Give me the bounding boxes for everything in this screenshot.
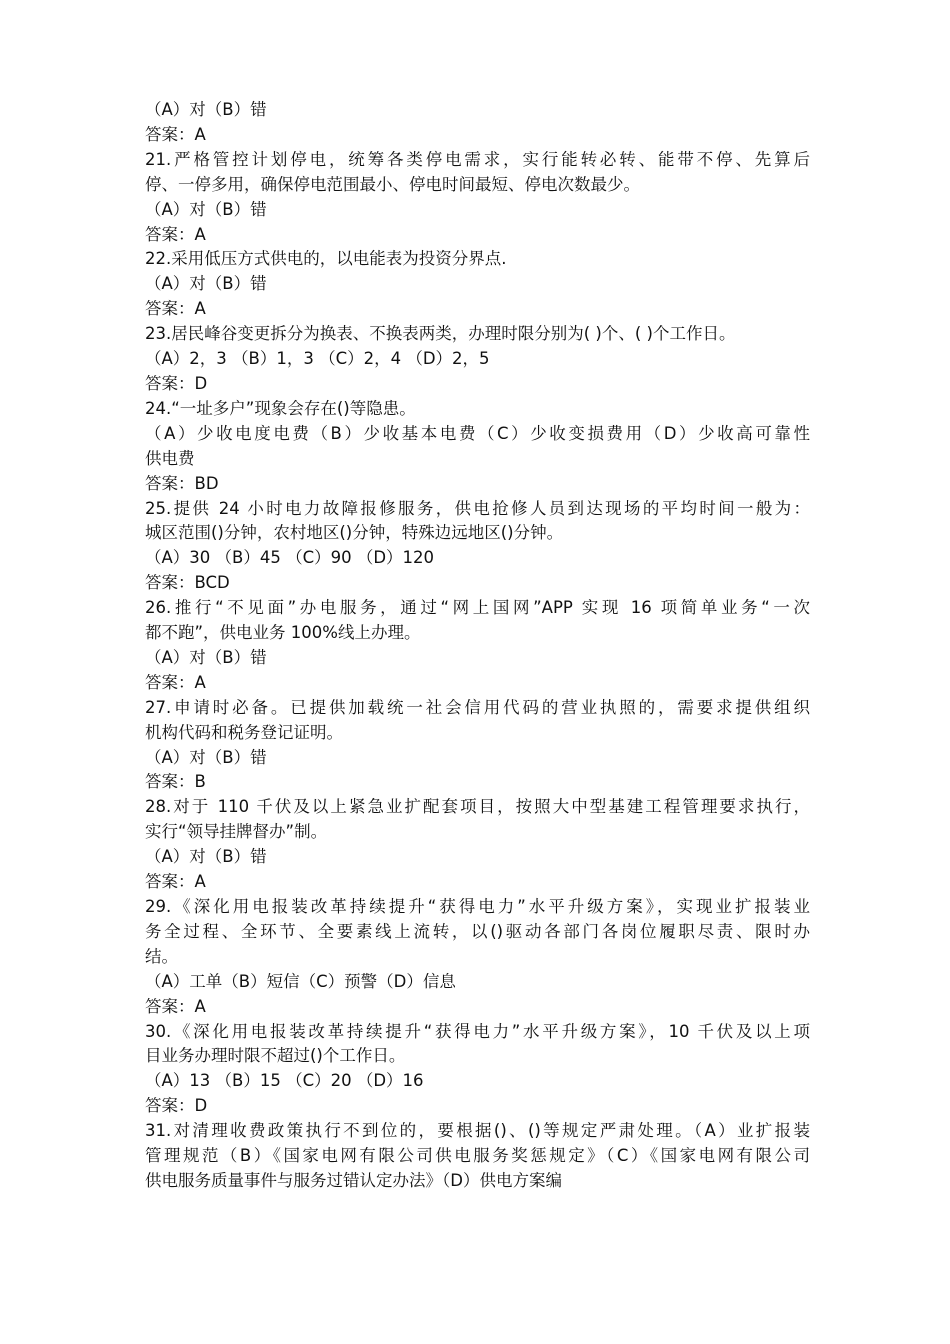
question-25-cont: 城区范围()分钟，农村地区()分钟，特殊边远地区()分钟。: [145, 523, 564, 543]
question-26: 26.推行“不见面”办电服务，通过“网上国网”APP 实现 16 项简单业务“一次: [145, 598, 810, 618]
question-24: 24.“一址多户”现象会存在()等隐患。: [145, 398, 416, 418]
question-28: 28.对于 110 千伏及以上紧急业扩配套项目，按照大中型基建工程管理要求执行，: [145, 797, 810, 817]
question-31-cont: 管理规范（B）《国家电网有限公司供电服务奖惩规定》（C）《国家电网有限公司: [145, 1146, 810, 1166]
answer-27: 答案：B: [145, 772, 206, 792]
options-24-cont: 供电费: [145, 448, 195, 468]
document-page: [145, 98, 810, 1194]
question-30: 30.《深化用电报装改革持续提升“获得电力”水平升级方案》，10 千伏及以上项: [145, 1021, 810, 1041]
text-line: （A）对（B）错: [145, 100, 267, 119]
options-24: （A）少收电度电费（B）少收基本电费（C）少收变损费用（D）少收高可靠性: [145, 423, 810, 443]
question-22: 22.采用低压方式供电的，以电能表为投资分界点.: [145, 249, 507, 269]
options-29: （A）工单（B）短信（C）预警（D）信息: [145, 971, 456, 991]
options-22: （A）对（B）错: [145, 274, 267, 294]
question-28-cont: 实行“领导挂牌督办”制。: [145, 822, 328, 842]
answer-25: 答案：BCD: [145, 573, 230, 593]
options-25: （A）30 （B）45 （C）90 （D）120: [145, 548, 435, 568]
options-21: （A）对（B）错: [145, 199, 267, 219]
answer-30: 答案：D: [145, 1096, 208, 1116]
answer-23: 答案：D: [145, 373, 208, 393]
options-23: （A）2，3 （B）1，3 （C）2，4 （D）2，5: [145, 349, 490, 369]
question-21-cont: 停、一停多用，确保停电范围最小、停电时间最短、停电次数最少。: [145, 174, 640, 194]
question-27: 27.申请时必备。已提供加载统一社会信用代码的营业执照的，需要求提供组织: [145, 697, 810, 717]
question-26-cont: 都不跑”，供电业务 100%线上办理。: [145, 623, 421, 643]
question-31: 31.对清理收费政策执行不到位的，要根据()、()等规定严肃处理。（A）业扩报装: [145, 1121, 810, 1141]
answer-22: 答案：A: [145, 299, 206, 319]
options-28: （A）对（B）错: [145, 847, 267, 867]
question-31-end: 供电服务质量事件与服务过错认定办法》（D）供电方案编: [145, 1170, 562, 1190]
answer-line: 答案：A: [145, 124, 206, 144]
answer-29: 答案：A: [145, 996, 206, 1016]
answer-28: 答案：A: [145, 872, 206, 892]
answer-26: 答案：A: [145, 672, 206, 692]
question-21: 21.严格管控计划停电，统筹各类停电需求，实行能转必转、能带不停、先算后: [145, 149, 810, 169]
options-30: （A）13 （B）15 （C）20 （D）16: [145, 1071, 424, 1091]
options-26: （A）对（B）错: [145, 647, 267, 667]
question-27-cont: 机构代码和税务登记证明。: [145, 722, 343, 742]
question-29-cont: 务全过程、全环节、全要素线上流转，以()驱动各部门各岗位履职尽责、限时办: [145, 921, 810, 941]
question-23: 23.居民峰谷变更拆分为换表、不换表两类，办理时限分别为( )个、( )个工作日。: [145, 324, 736, 344]
answer-21: 答案：A: [145, 224, 206, 244]
answer-24: 答案：BD: [145, 473, 219, 493]
question-29-end: 结。: [145, 946, 178, 966]
question-25: 25.提供 24 小时电力故障报修服务，供电抢修人员到达现场的平均时间一般为：: [145, 498, 810, 518]
question-30-cont: 目业务办理时限不超过()个工作日。: [145, 1046, 406, 1066]
question-29: 29.《深化用电报装改革持续提升“获得电力”水平升级方案》，实现业扩报装业: [145, 897, 810, 916]
options-27: （A）对（B）错: [145, 747, 267, 767]
